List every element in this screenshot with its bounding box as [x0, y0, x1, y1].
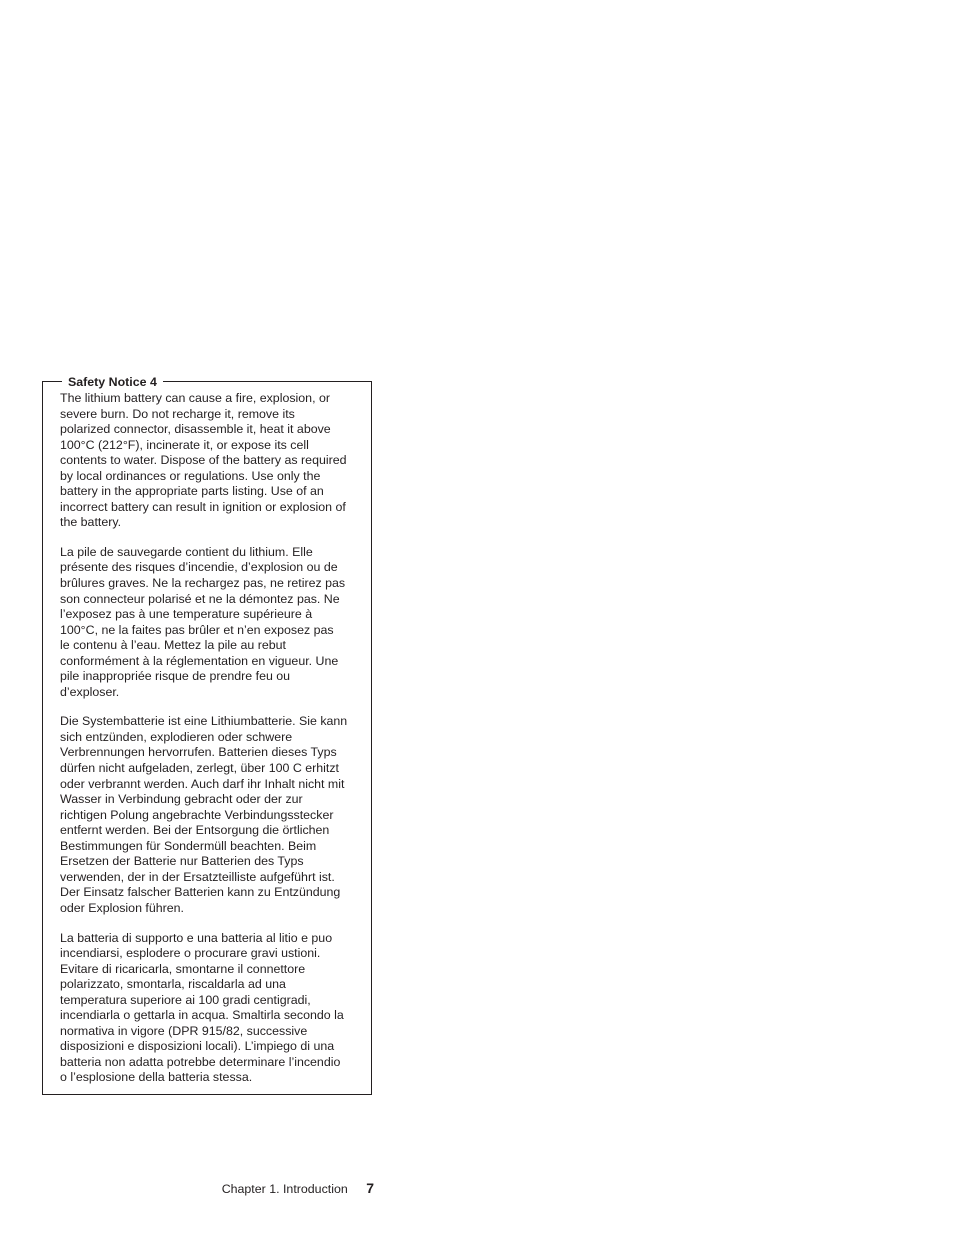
text-line: Verbrennungen hervorrufen. Batterien dieses Typs: [60, 745, 337, 760]
text-line: The lithium battery can cause a fire, explosion, or: [60, 391, 330, 405]
notice-paragraph-german: [60, 714, 360, 916]
text-line: incorrect battery can result in ignition or explosion of: [60, 499, 346, 514]
text-line: by local ordinances or regulations. Use only the: [60, 468, 321, 483]
text-line: 100°C, ne la faites pas brûler et n’en exposez pas: [60, 622, 334, 637]
text-line: batteria non adatta potrebbe determinare l’incendio: [60, 1054, 341, 1069]
page-footer: [0, 1179, 374, 1198]
text-line: le contenu à l’eau. Mettez la pile au rebut: [60, 638, 286, 653]
text-line: richtigen Polung angebrachte Verbindungsstecker: [60, 807, 334, 822]
text-line: La batteria di supporto e una batteria al litio e puo: [60, 930, 333, 945]
text-line: entfernt werden. Bei der Entsorgung die örtlichen: [60, 823, 330, 838]
safety-notice-body: [60, 391, 360, 1100]
text-line: Bestimmungen für Sondermüll beachten. Beim: [60, 838, 317, 853]
text-line: Ersetzen der Batterie nur Batterien des Typs: [60, 854, 304, 869]
text-line: polarizzato, smontarla, riscaldarla ad una: [60, 977, 286, 992]
text-line: incendiarsi, esplodere o procurare gravi ustioni.: [60, 946, 321, 961]
text-line: pile inappropriée risque de prendre feu ou: [60, 669, 291, 684]
notice-paragraph-italian: [60, 931, 360, 1086]
notice-paragraph-english: [60, 391, 360, 531]
text-line: oder Explosion führen.: [60, 900, 184, 915]
text-line: conformément à la réglementation en vigueur. Une: [60, 653, 339, 668]
text-line: sich entzünden, explodieren oder schwere: [60, 729, 293, 744]
text-line: Der Einsatz falscher Batterien kann zu Entzündung: [60, 885, 341, 900]
text-line: Evitare di ricaricarla, smontarne il connettore: [60, 961, 306, 976]
text-line: polarized connector, disassemble it, heat it above: [60, 422, 331, 437]
text-line: the battery.: [60, 515, 122, 530]
text-line: incendiarla o gettarla in acqua. Smaltirla secondo la: [60, 1008, 344, 1023]
text-line: verwenden, der in der Ersatzteilliste aufgeführt ist.: [60, 869, 335, 884]
text-line: présente des risques d’incendie, d’explosion ou de: [60, 560, 338, 575]
text-line: disposizioni e disposizioni locali). L’impiego di una: [60, 1039, 335, 1054]
text-line: o l’esplosione della batteria stessa.: [60, 1070, 253, 1085]
text-line: dürfen nicht aufgeladen, zerlegt, über 100 C erhitzt: [60, 761, 339, 776]
text-line: La pile de sauvegarde contient du lithium. Elle: [60, 544, 313, 559]
text-line: d’exploser.: [60, 684, 120, 699]
safety-notice-box: [42, 375, 372, 1095]
text-line: brûlures graves. Ne la rechargez pas, ne retirez pas: [60, 576, 346, 591]
text-line: battery in the appropriate parts listing. Use of an: [60, 484, 324, 499]
text-line: oder verbrannt werden. Auch darf ihr Inhalt nicht mit: [60, 776, 345, 791]
footer-chapter-title: Chapter 1. Introduction: [221, 1182, 348, 1196]
text-line: contents to water. Dispose of the battery as required: [60, 453, 347, 468]
text-line: severe burn. Do not recharge it, remove its: [60, 406, 295, 421]
text-line: Wasser in Verbindung gebracht oder der zur: [60, 792, 303, 807]
safety-notice-title: Safety Notice 4: [62, 374, 163, 390]
text-line: Die Systembatterie ist eine Lithiumbatterie. Sie kann: [60, 714, 348, 729]
text-line: normativa in vigore (DPR 915/82, successive: [60, 1023, 308, 1038]
text-line: son connecteur polarisé et ne la démontez pas. Ne: [60, 591, 340, 606]
page-number: 7: [366, 1180, 374, 1196]
notice-paragraph-french: [60, 545, 360, 700]
text-line: 100°C (212°F), incinerate it, or expose its cell: [60, 437, 309, 452]
text-line: l’exposez pas à une temperature supérieure à: [60, 607, 313, 622]
text-line: temperatura superiore ai 100 gradi centigradi,: [60, 992, 311, 1007]
